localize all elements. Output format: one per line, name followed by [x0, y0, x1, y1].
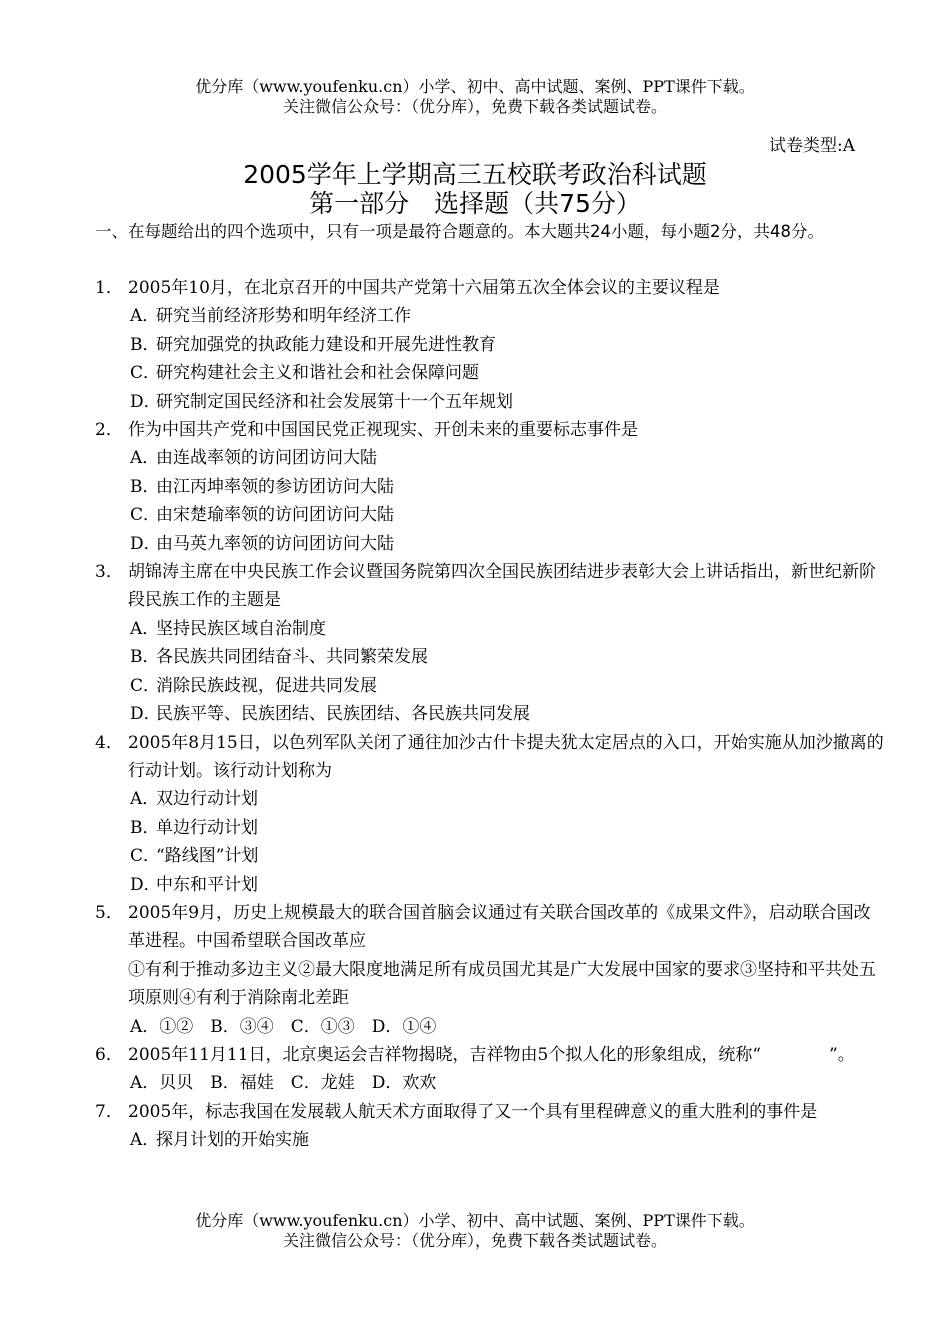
answer-option: [95, 473, 885, 501]
question-text: 2005年10月，在北京召开的中国共产党第十六届第五次全体会议的主要议程是: [128, 278, 720, 298]
question-stem: [95, 729, 885, 786]
answer-option: [95, 842, 885, 870]
question-stem: [95, 899, 885, 956]
inline-answer-options: A．①② B．③④ C．①③ D．①④: [130, 1016, 437, 1037]
answer-option: [95, 814, 885, 842]
option-label: A．: [130, 448, 160, 469]
option-label: A．: [130, 306, 160, 327]
option-text: 由马英九率领的访问团访问大陆: [156, 533, 394, 554]
question-item: [95, 1098, 885, 1155]
answer-option: [95, 388, 885, 416]
option-label: A．: [130, 789, 160, 810]
paper-type-label: 试卷类型:A: [768, 136, 855, 156]
question-text: 2005年8月15日，以色列军队关闭了通往加沙古什卡提夫犹太定居点的入口，开始实施从加沙撤离的行动计划。该行动计划称为: [128, 732, 884, 781]
option-label: B．: [130, 817, 160, 838]
option-label: C．: [130, 505, 161, 526]
answer-option: [95, 700, 885, 728]
answer-option: [95, 302, 885, 330]
option-text: 消除民族歧视，促进共同发展: [156, 675, 377, 696]
option-text: 研究当前经济形势和明年经济工作: [156, 306, 411, 327]
question-text: 胡锦涛主席在中央民族工作会议暨国务院第四次全国民族团结进步表彰大会上讲话指出，新世纪新阶段民族工作的主题是: [128, 562, 876, 611]
question-item: [95, 729, 885, 899]
answer-option: [95, 501, 885, 529]
question-text: 2005年11月11日，北京奥运会吉祥物揭晓，吉祥物由5个拟人化的形象组成，统称“ ”。: [128, 1044, 855, 1065]
question-stem: [95, 416, 885, 444]
answer-option: [95, 444, 885, 472]
option-label: D．: [130, 874, 161, 895]
option-text: 由江丙坤率领的参访团访问大陆: [156, 476, 394, 497]
answer-option: [95, 615, 885, 643]
option-label: B．: [130, 476, 160, 497]
option-text: 坚持民族区域自治制度: [156, 618, 326, 639]
footer-banner: [0, 1211, 950, 1251]
option-text: “路线图”计划: [156, 846, 259, 867]
question-stem: [95, 1098, 885, 1126]
question-item: [95, 1041, 885, 1098]
section-instructions: 一、在每题给出的四个选项中，只有一项是最符合题意的。本大题共24小题，每小题2分，共48分。: [95, 222, 824, 241]
answer-option: [95, 643, 885, 671]
option-text: 探月计划的开始实施: [156, 1130, 309, 1151]
option-text: 由宋楚瑜率领的访问团访问大陆: [156, 505, 394, 526]
option-label: A．: [130, 618, 160, 639]
answer-option: [95, 331, 885, 359]
answer-option: [95, 785, 885, 813]
option-text: 中东和平计划: [156, 874, 258, 895]
question-item: [95, 899, 885, 1041]
question-number: 5．: [95, 902, 123, 923]
option-label: D．: [130, 391, 161, 412]
inline-answer-options: A．贝贝 B．福娃 C．龙娃 D．欢欢: [130, 1073, 437, 1094]
question-list: [95, 274, 885, 1155]
question-item: [95, 274, 885, 416]
option-label: B．: [130, 334, 160, 355]
question-number: 7．: [95, 1101, 123, 1122]
question-number: 4．: [95, 732, 123, 753]
answer-option: [95, 871, 885, 899]
footer-line-1: 优分库（www.youfenku.cn）小学、初中、高中试题、案例、PPT课件下载。: [195, 1211, 755, 1230]
option-text: 双边行动计划: [156, 789, 258, 810]
question-stem: [95, 274, 885, 302]
question-number: 3．: [95, 562, 123, 583]
option-text: 各民族共同团结奋斗、共同繁荣发展: [156, 647, 428, 668]
question-stem: [95, 558, 885, 615]
option-label: C．: [130, 363, 161, 384]
question-stem: [95, 1041, 885, 1069]
option-text: 民族平等、民族团结、民族团结、各民族共同发展: [156, 704, 530, 725]
answer-option: [95, 530, 885, 558]
option-label: D．: [130, 704, 161, 725]
option-text: 单边行动计划: [156, 817, 258, 838]
exam-title: 2005学年上学期高三五校联考政治科试题: [243, 160, 707, 189]
option-text: 研究制定国民经济和社会发展第十一个五年规划: [156, 391, 513, 412]
answer-option: [95, 672, 885, 700]
header-line-1: 优分库（www.youfenku.cn）小学、初中、高中试题、案例、PPT课件下载。: [195, 77, 755, 96]
option-label: B．: [130, 647, 160, 668]
header-line-2: 关注微信公众号：（优分库），免费下载各类试题试卷。: [282, 97, 667, 116]
question-number: 2．: [95, 420, 123, 441]
option-label: A．: [130, 1130, 160, 1151]
question-text: 作为中国共产党和中国国民党正视现实、开创未来的重要标志事件是: [128, 420, 638, 441]
option-label: C．: [130, 675, 161, 696]
part-title: 第一部分 选择题（共75分）: [309, 189, 641, 218]
question-text: 2005年9月，历史上规模最大的联合国首脑会议通过有关联合国改革的《成果文件》，启动联合国改革进程。中国希望联合国改革应: [128, 902, 871, 952]
footer-line-2: 关注微信公众号：（优分库），免费下载各类试题试卷。: [282, 1231, 667, 1250]
answer-option: [95, 359, 885, 387]
header-banner: [0, 77, 950, 117]
question-item: [95, 416, 885, 558]
question-number: 1．: [95, 278, 123, 298]
question-number: 6．: [95, 1044, 123, 1065]
option-label: C．: [130, 846, 161, 867]
option-text: 由连战率领的访问团访问大陆: [156, 448, 377, 469]
question-statements: ①有利于推动多边主义②最大限度地满足所有成员国尤其是广大发展中国家的要求③坚持和平共处五项原则④有利于消除南北差距: [128, 959, 876, 1009]
option-text: 研究加强党的执政能力建设和开展先进性教育: [156, 334, 496, 355]
option-label: D．: [130, 533, 161, 554]
answer-option: [95, 1126, 885, 1154]
question-text: 2005年，标志我国在发展载人航天术方面取得了又一个具有里程碑意义的重大胜利的事件是: [128, 1101, 818, 1122]
question-item: [95, 558, 885, 728]
option-text: 研究构建社会主义和谐社会和社会保障问题: [156, 363, 479, 384]
